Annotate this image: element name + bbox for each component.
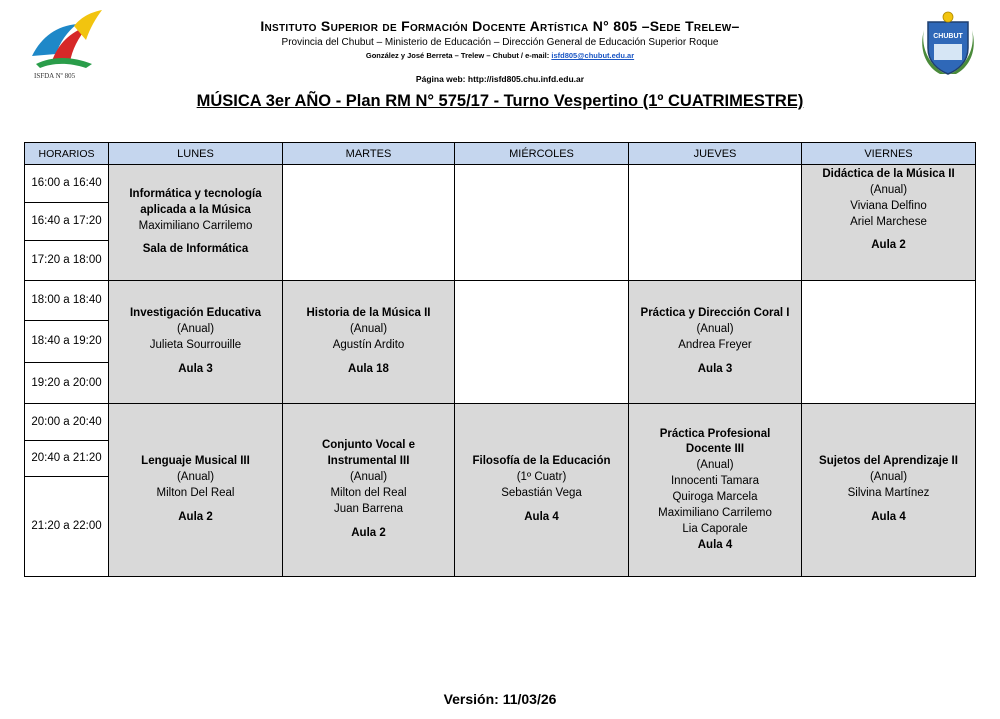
isfda-logo <box>22 6 110 82</box>
empty-cell <box>283 165 455 280</box>
teacher: Milton del Real <box>330 487 407 499</box>
subject: Sujetos del Aprendizaje II <box>819 455 958 468</box>
time-slot: 21:20 a 22:00 <box>31 520 102 533</box>
teacher: Julieta Sourrouille <box>149 339 242 351</box>
time-slots <box>25 165 109 280</box>
teacher: Ariel Marchese <box>850 215 927 228</box>
term: (Anual) <box>176 471 215 484</box>
class-informatica <box>109 165 283 280</box>
teacher: Agustín Ardito <box>332 339 405 351</box>
time-slot: 18:40 a 19:20 <box>25 321 108 363</box>
time-slot: 19:20 a 20:00 <box>31 376 102 389</box>
teacher: Quiroga Marcela <box>672 491 758 503</box>
web-line: Página web: http://isfd805.chu.infd.edu.ar <box>415 74 585 84</box>
col-miercoles: MIÉRCOLES <box>455 143 629 164</box>
room: Aula 2 <box>178 510 213 523</box>
col-viernes: VIERNES <box>864 147 913 160</box>
teacher: Juan Barrena <box>333 502 404 515</box>
subject: Informática y tecnología aplicada a la Música <box>129 187 262 216</box>
teacher: Lia Caporale <box>682 522 748 535</box>
subject: Historia de la Música II <box>306 307 431 320</box>
term: (1º Cuatr) <box>516 471 567 484</box>
empty-cell <box>455 165 629 280</box>
shield-caption: CHUBUT <box>933 33 963 40</box>
room: Aula 4 <box>697 538 733 551</box>
institute-name: Instituto Superior de Formación Docente Artística N° 805 –Sede Trelew– <box>260 18 740 34</box>
class-lenguaje <box>109 404 283 576</box>
col-martes: MARTES <box>283 143 455 164</box>
room: Aula 4 <box>871 510 906 523</box>
room: Aula 3 <box>697 362 733 375</box>
class-practica-profesional <box>629 404 802 576</box>
table-header-row <box>25 143 975 165</box>
chubut-shield-logo <box>922 10 974 76</box>
room: Aula 2 <box>871 239 906 252</box>
subject: Investigación Educativa <box>129 307 261 320</box>
empty-cell <box>455 281 629 403</box>
version-label: Versión: 11/03/26 <box>443 691 557 707</box>
col-lunes: LUNES <box>109 143 283 164</box>
room: Aula 4 <box>524 510 559 523</box>
class-didactica <box>802 165 975 280</box>
time-slot: 16:00 a 16:40 <box>25 165 108 203</box>
room: Sala de Informática <box>142 243 249 256</box>
time-slots <box>25 281 109 403</box>
logo-caption: ISFDA Nº 805 <box>34 72 76 80</box>
subject: Práctica y Dirección Coral I <box>640 307 790 320</box>
time-block-1 <box>25 165 975 281</box>
col-jueves: JUEVES <box>629 143 802 164</box>
room: Aula 3 <box>178 362 213 375</box>
subject: Filosofía de la Educación <box>472 455 611 468</box>
time-slot: 16:40 a 17:20 <box>25 203 108 241</box>
page-title: MÚSICA 3er AÑO - Plan RM N° 575/17 - Turno Vespertino (1º CUATRIMESTRE) <box>196 92 804 110</box>
teacher: Maximiliano Carrilemo <box>658 506 772 519</box>
email-link[interactable]: isfd805@chubut.edu.ar <box>551 51 635 60</box>
schedule-table <box>24 142 976 577</box>
term: (Anual) <box>349 471 388 484</box>
time-slots <box>25 404 109 576</box>
class-filosofia <box>455 404 629 576</box>
time-slot: 20:00 a 20:40 <box>25 404 108 441</box>
class-historia <box>283 281 455 403</box>
time-slot: 18:00 a 18:40 <box>25 281 108 321</box>
subject: Didáctica de la Música II <box>822 168 955 180</box>
teacher: Innocenti Tamara <box>670 475 759 488</box>
teacher: Sebastián Vega <box>501 487 582 499</box>
empty-cell <box>802 281 975 403</box>
term: (Anual) <box>696 459 734 472</box>
time-block-2 <box>25 281 975 404</box>
time-block-3 <box>25 404 975 576</box>
room: Aula 2 <box>351 526 386 539</box>
subject: Práctica Profesional Docente III <box>659 427 771 456</box>
teacher: Silvina Martínez <box>847 487 930 499</box>
subject: Conjunto Vocal e Instrumental III <box>321 439 416 468</box>
address-line <box>150 51 850 60</box>
time-slot: 20:40 a 21:20 <box>25 441 108 477</box>
term: (Anual) <box>869 471 908 484</box>
term: (Anual) <box>869 183 908 196</box>
province-line: Provincia del Chubut – Ministerio de Educación – Dirección General de Educación Superior Roque <box>281 37 719 48</box>
col-horarios: HORARIOS <box>25 143 109 164</box>
class-coral <box>629 281 802 403</box>
class-investigacion <box>109 281 283 403</box>
room: Aula 18 <box>348 362 389 375</box>
class-conjunto <box>283 404 455 576</box>
teacher: Andrea Freyer <box>678 339 752 351</box>
term: (Anual) <box>696 323 734 336</box>
term: (Anual) <box>176 323 215 336</box>
address-text: González y José Berreta – Trelew – Chubut / e-mail: <box>365 51 550 60</box>
class-sujetos <box>802 404 975 576</box>
time-slot: 17:20 a 18:00 <box>31 254 102 267</box>
teacher: Maximiliano Carrilemo <box>138 219 253 232</box>
empty-cell <box>629 165 802 280</box>
subject: Lenguaje Musical III <box>141 455 250 468</box>
term: (Anual) <box>349 323 388 336</box>
teacher: Viviana Delfino <box>850 199 927 212</box>
teacher: Milton Del Real <box>156 487 235 499</box>
